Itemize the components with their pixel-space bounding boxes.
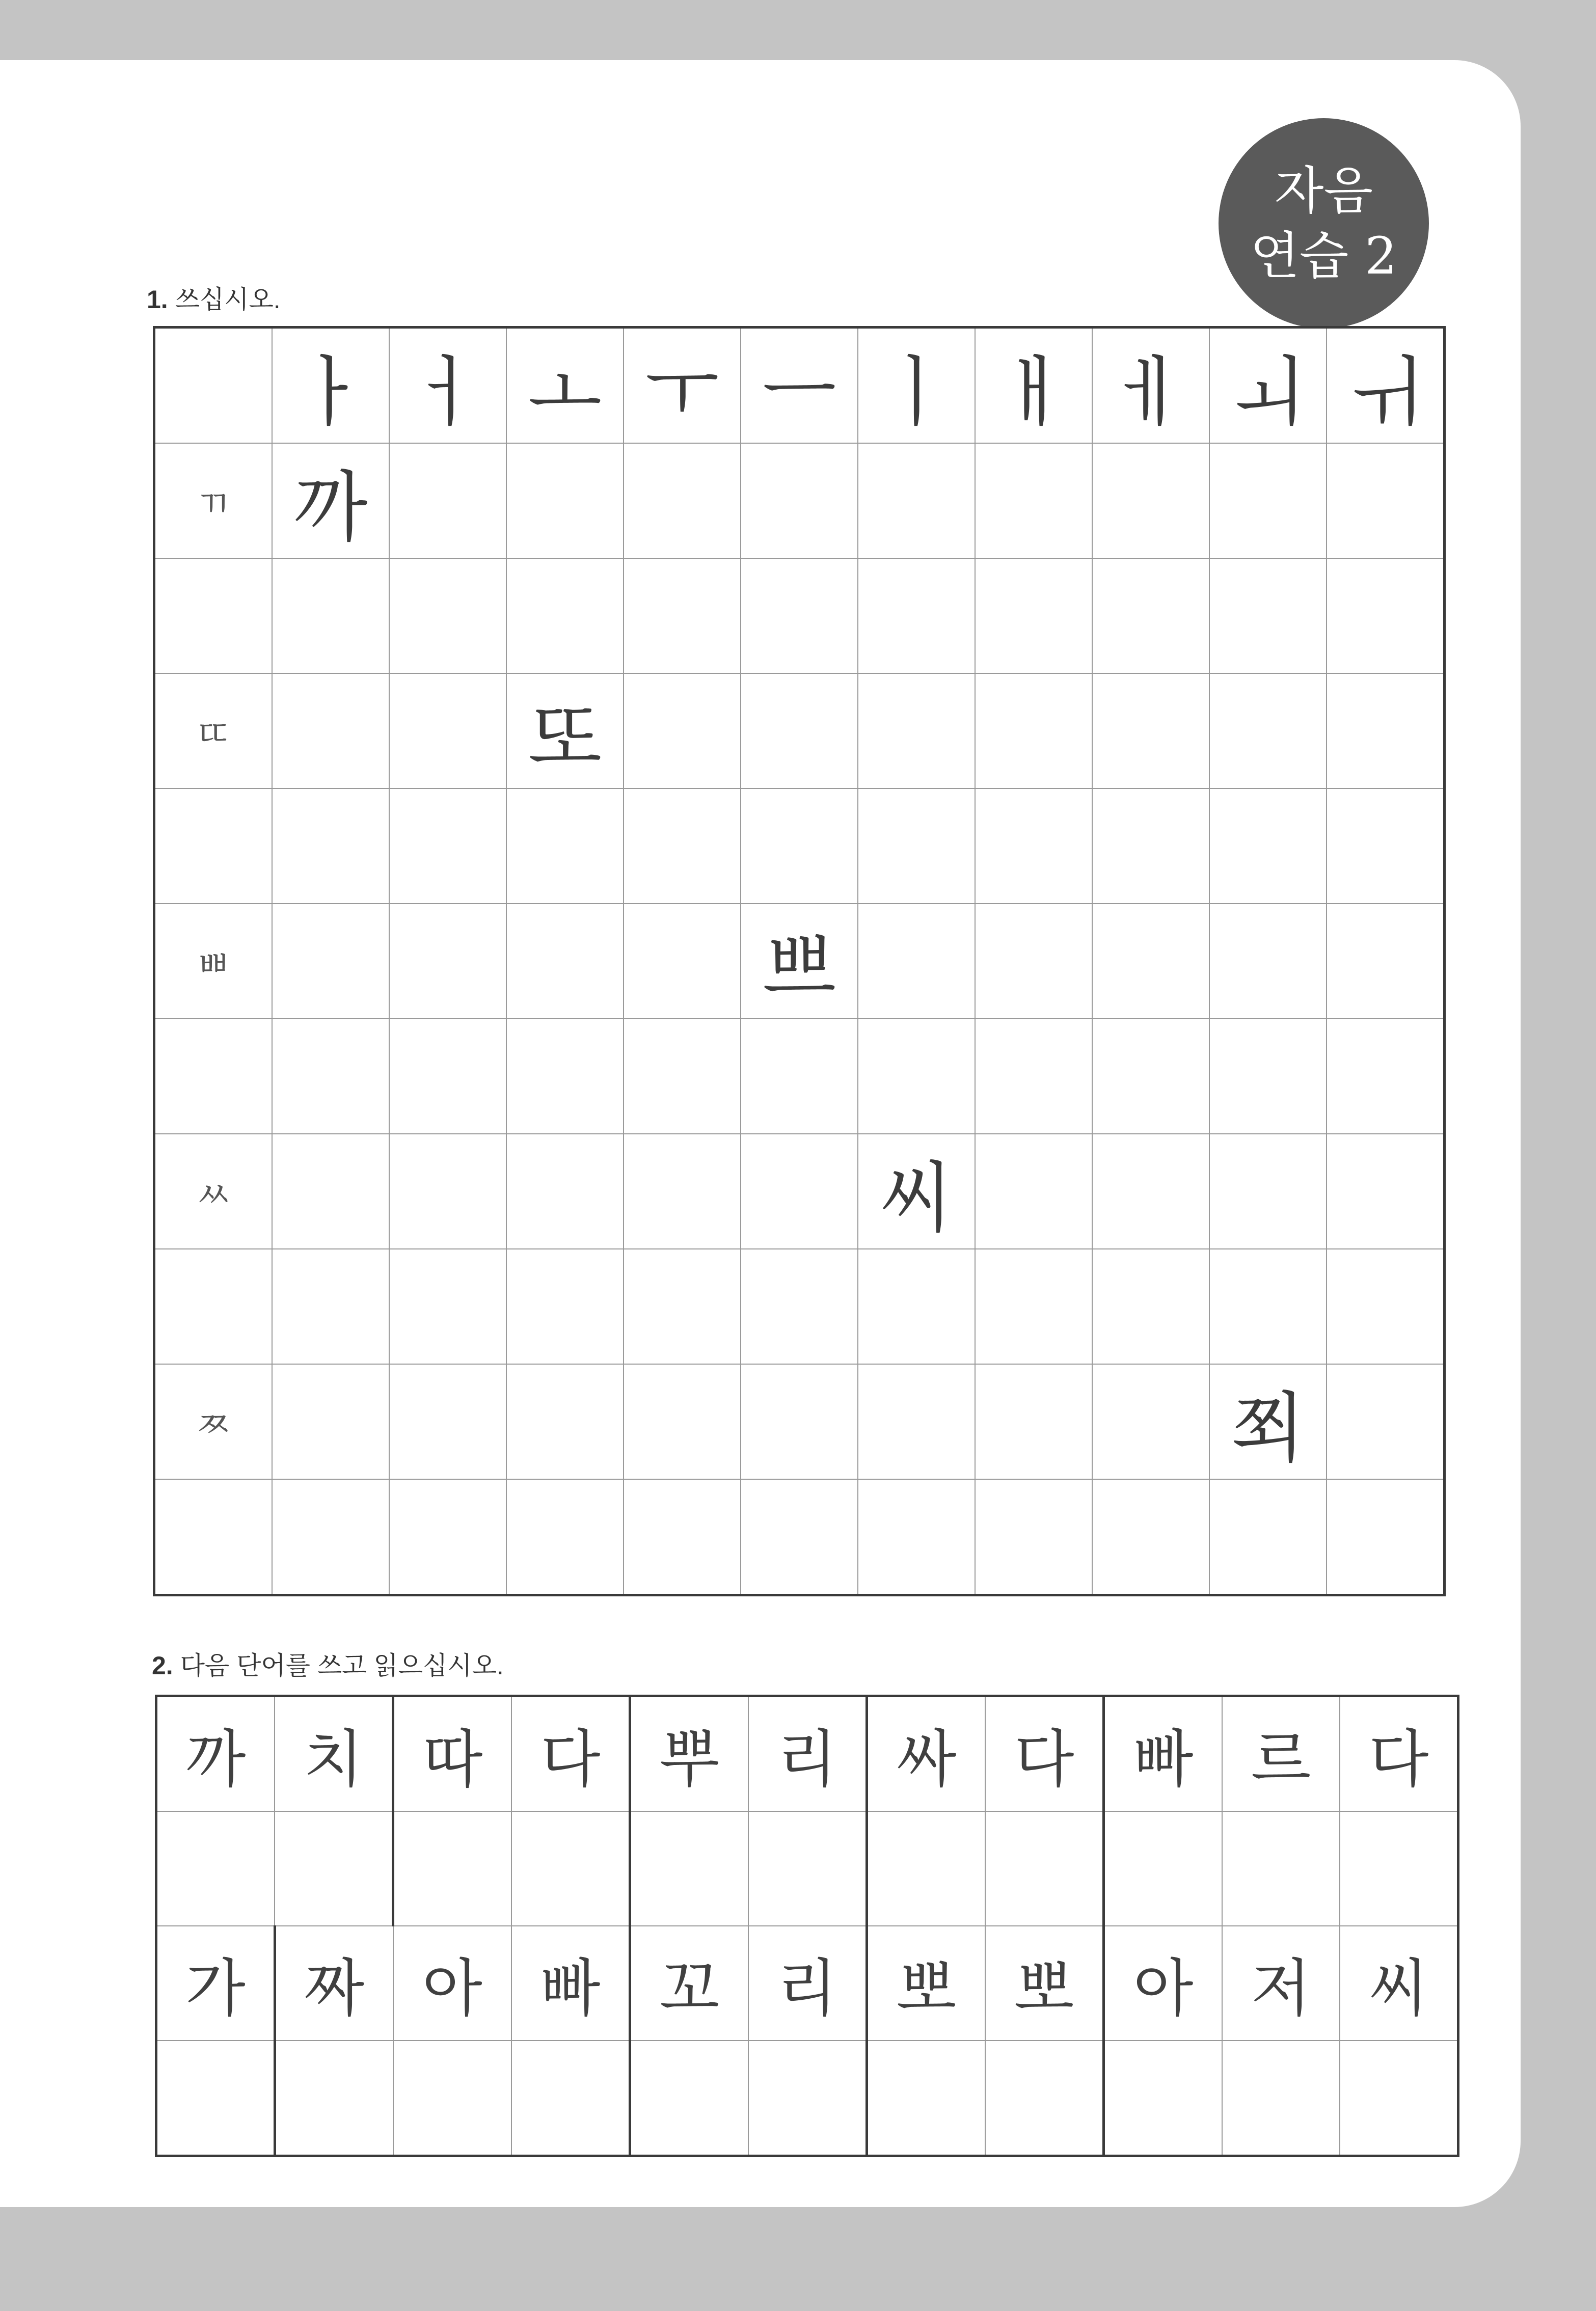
- writing-cell[interactable]: [624, 1134, 741, 1249]
- writing-cell[interactable]: [1209, 904, 1327, 1019]
- word-practice-grid: [155, 1695, 1459, 2157]
- writing-cell[interactable]: [1104, 1811, 1223, 1926]
- writing-cell[interactable]: [975, 1019, 1092, 1134]
- writing-cell[interactable]: [858, 443, 975, 558]
- exercise-2-number: 2.: [152, 1651, 173, 1680]
- exercise-1-number: 1.: [147, 285, 168, 314]
- exercise-1-text: 쓰십시오.: [175, 285, 281, 314]
- writing-cell[interactable]: [1209, 673, 1327, 789]
- example-syllable: 씨: [858, 1134, 975, 1249]
- consonant-row: [154, 1134, 1445, 1249]
- writing-cell[interactable]: [1327, 673, 1445, 789]
- writing-cell[interactable]: [1209, 1134, 1327, 1249]
- writing-cell[interactable]: [1092, 904, 1209, 1019]
- writing-cell[interactable]: [858, 904, 975, 1019]
- writing-cell[interactable]: [975, 1479, 1092, 1595]
- writing-cell[interactable]: [985, 1811, 1104, 1926]
- practice-row: [154, 558, 1445, 673]
- vowel-header-cell: ㅐ: [975, 328, 1092, 444]
- word-syllable: 치: [275, 1696, 393, 1812]
- writing-cell[interactable]: [858, 1479, 975, 1595]
- writing-cell[interactable]: [506, 443, 624, 558]
- writing-cell[interactable]: [1104, 2041, 1223, 2156]
- word-syllable: 빠: [1104, 1696, 1223, 1812]
- vowel-header-cell: ㅓ: [389, 328, 506, 444]
- word-syllable: 짜: [275, 1926, 393, 2041]
- writing-cell[interactable]: [1222, 2041, 1340, 2156]
- writing-cell[interactable]: [272, 904, 389, 1019]
- writing-cell[interactable]: [272, 1479, 389, 1595]
- writing-cell[interactable]: [1327, 558, 1445, 673]
- writing-cell[interactable]: [1092, 1364, 1209, 1479]
- word-syllable: 싸: [867, 1696, 986, 1812]
- writing-cell[interactable]: [867, 2041, 986, 2156]
- writing-cell[interactable]: [272, 1249, 389, 1364]
- writing-cell[interactable]: [1209, 1249, 1327, 1364]
- writing-cell[interactable]: [624, 558, 741, 673]
- writing-cell[interactable]: [867, 1811, 986, 1926]
- writing-cell[interactable]: [1327, 1019, 1445, 1134]
- badge-line-2: 연습 2: [1250, 226, 1397, 286]
- writing-cell[interactable]: [1092, 789, 1209, 904]
- exercise-2-instruction: [152, 1650, 504, 1681]
- writing-cell[interactable]: [1092, 673, 1209, 789]
- writing-cell[interactable]: [393, 1811, 512, 1926]
- writing-cell[interactable]: [393, 2041, 512, 2156]
- writing-cell[interactable]: [858, 673, 975, 789]
- writing-cell[interactable]: [858, 1019, 975, 1134]
- writing-cell[interactable]: [624, 1249, 741, 1364]
- writing-cell[interactable]: [1327, 1134, 1445, 1249]
- vowel-header-cell: ㅏ: [272, 328, 389, 444]
- vowel-header-cell: ㅡ: [741, 328, 858, 444]
- writing-cell[interactable]: [506, 904, 624, 1019]
- word-syllable: 다: [985, 1696, 1104, 1812]
- writing-cell[interactable]: [506, 558, 624, 673]
- writing-cell[interactable]: [858, 1364, 975, 1479]
- writing-cell[interactable]: [389, 558, 506, 673]
- word-syllable: 다: [1340, 1696, 1458, 1812]
- writing-cell[interactable]: [741, 1019, 858, 1134]
- writing-cell[interactable]: [156, 2041, 275, 2156]
- word-syllable: 리: [748, 1926, 867, 2041]
- word-syllable: 꼬: [630, 1926, 749, 2041]
- writing-cell[interactable]: [975, 558, 1092, 673]
- writing-cell[interactable]: [1209, 1479, 1327, 1595]
- word-syllable: 따: [393, 1696, 512, 1812]
- writing-cell[interactable]: [389, 673, 506, 789]
- consonant-row: [154, 904, 1445, 1019]
- writing-cell[interactable]: [975, 904, 1092, 1019]
- example-syllable: 쬐: [1209, 1364, 1327, 1479]
- writing-cell[interactable]: [506, 1019, 624, 1134]
- example-syllable: 까: [272, 443, 389, 558]
- writing-cell[interactable]: [1327, 1249, 1445, 1364]
- writing-cell[interactable]: [1092, 1479, 1209, 1595]
- word-syllable: 다: [511, 1696, 630, 1812]
- writing-cell[interactable]: [1222, 1811, 1340, 1926]
- writing-cell[interactable]: [389, 1019, 506, 1134]
- writing-cell[interactable]: [272, 673, 389, 789]
- writing-cell[interactable]: [506, 1134, 624, 1249]
- consonant-label: ㄲ: [154, 443, 273, 558]
- writing-cell[interactable]: [506, 1364, 624, 1479]
- word-syllable: 리: [748, 1696, 867, 1812]
- writing-cell[interactable]: [748, 1811, 867, 1926]
- writing-cell[interactable]: [624, 789, 741, 904]
- writing-cell[interactable]: [741, 1134, 858, 1249]
- practice-row: [154, 789, 1445, 904]
- consonant-practice-grid: [153, 326, 1446, 1596]
- writing-cell[interactable]: [1209, 558, 1327, 673]
- writing-cell[interactable]: [506, 1479, 624, 1595]
- writing-cell[interactable]: [1092, 1134, 1209, 1249]
- writing-cell[interactable]: [1209, 443, 1327, 558]
- blank-label-cell: [154, 558, 273, 673]
- writing-cell[interactable]: [272, 789, 389, 904]
- blank-label-cell: [154, 789, 273, 904]
- writing-cell[interactable]: [1092, 1019, 1209, 1134]
- consonant-row: [154, 1364, 1445, 1479]
- writing-cell[interactable]: [1327, 443, 1445, 558]
- consonant-label: ㄸ: [154, 673, 273, 789]
- writing-cell[interactable]: [985, 2041, 1104, 2156]
- word-syllable: 가: [156, 1926, 275, 2041]
- writing-cell[interactable]: [624, 1364, 741, 1479]
- writing-cell[interactable]: [741, 673, 858, 789]
- vowel-header-cell: ㅣ: [858, 328, 975, 444]
- practice-row: [154, 1019, 1445, 1134]
- vowel-header-cell: ㅟ: [1327, 328, 1445, 444]
- vowel-header-cell: ㅜ: [624, 328, 741, 444]
- writing-cell[interactable]: [389, 1479, 506, 1595]
- writing-cell[interactable]: [975, 673, 1092, 789]
- writing-cell[interactable]: [975, 789, 1092, 904]
- writing-cell[interactable]: [1340, 1811, 1458, 1926]
- practice-row: [154, 1249, 1445, 1364]
- word-row: [156, 1696, 1458, 1812]
- section-badge: [1219, 118, 1429, 329]
- writing-cell[interactable]: [1092, 443, 1209, 558]
- corner-cell: [154, 328, 273, 444]
- blank-label-cell: [154, 1019, 273, 1134]
- writing-cell[interactable]: [511, 2041, 630, 2156]
- writing-cell[interactable]: [506, 1249, 624, 1364]
- vowel-header-cell: ㅔ: [1092, 328, 1209, 444]
- writing-cell[interactable]: [1327, 789, 1445, 904]
- writing-cell[interactable]: [511, 1811, 630, 1926]
- writing-cell[interactable]: [1327, 904, 1445, 1019]
- writing-cell[interactable]: [630, 1811, 749, 1926]
- vowel-header-cell: ㅚ: [1209, 328, 1327, 444]
- word-practice-row: [156, 2041, 1458, 2156]
- writing-cell[interactable]: [389, 904, 506, 1019]
- practice-row: [154, 1479, 1445, 1595]
- writing-cell[interactable]: [741, 1364, 858, 1479]
- writing-cell[interactable]: [1092, 1249, 1209, 1364]
- consonant-row: [154, 443, 1445, 558]
- writing-cell[interactable]: [975, 443, 1092, 558]
- writing-cell[interactable]: [1340, 2041, 1458, 2156]
- example-syllable: 또: [506, 673, 624, 789]
- writing-cell[interactable]: [1327, 1479, 1445, 1595]
- writing-cell[interactable]: [741, 1479, 858, 1595]
- exercise-1-instruction: [147, 284, 281, 315]
- writing-cell[interactable]: [858, 1249, 975, 1364]
- word-syllable: 뽀: [985, 1926, 1104, 2041]
- word-syllable: 뿌: [630, 1696, 749, 1812]
- consonant-label: ㅉ: [154, 1364, 273, 1479]
- writing-cell[interactable]: [741, 443, 858, 558]
- writing-cell[interactable]: [272, 1134, 389, 1249]
- word-syllable: 저: [1222, 1926, 1340, 2041]
- writing-cell[interactable]: [389, 1134, 506, 1249]
- word-row: [156, 1926, 1458, 2041]
- writing-cell[interactable]: [389, 789, 506, 904]
- writing-cell[interactable]: [630, 2041, 749, 2156]
- writing-cell[interactable]: [272, 558, 389, 673]
- writing-cell[interactable]: [272, 1019, 389, 1134]
- vowel-header-cell: ㅗ: [506, 328, 624, 444]
- writing-cell[interactable]: [275, 2041, 393, 2156]
- word-syllable: 씨: [1340, 1926, 1458, 2041]
- writing-cell[interactable]: [624, 904, 741, 1019]
- badge-line-1: 자음: [1274, 160, 1373, 221]
- writing-cell[interactable]: [389, 1364, 506, 1479]
- writing-cell[interactable]: [624, 673, 741, 789]
- writing-cell[interactable]: [1327, 1364, 1445, 1479]
- writing-cell[interactable]: [272, 1364, 389, 1479]
- writing-cell[interactable]: [389, 1249, 506, 1364]
- consonant-label: ㅃ: [154, 904, 273, 1019]
- writing-cell[interactable]: [975, 1249, 1092, 1364]
- exercise-2-text: 다음 단어를 쓰고 읽으십시오.: [180, 1651, 504, 1680]
- word-syllable: 빠: [511, 1926, 630, 2041]
- writing-cell[interactable]: [389, 443, 506, 558]
- writing-cell[interactable]: [858, 789, 975, 904]
- writing-cell[interactable]: [741, 1249, 858, 1364]
- writing-cell[interactable]: [275, 1811, 393, 1926]
- writing-cell[interactable]: [1209, 1019, 1327, 1134]
- example-syllable: 쁘: [741, 904, 858, 1019]
- writing-cell[interactable]: [624, 1479, 741, 1595]
- vowel-header-row: [154, 328, 1445, 444]
- writing-cell[interactable]: [1209, 789, 1327, 904]
- blank-label-cell: [154, 1249, 273, 1364]
- word-syllable: 뽀: [867, 1926, 986, 2041]
- writing-cell[interactable]: [506, 789, 624, 904]
- writing-cell[interactable]: [858, 558, 975, 673]
- writing-cell[interactable]: [624, 1019, 741, 1134]
- writing-cell[interactable]: [741, 558, 858, 673]
- writing-cell[interactable]: [741, 789, 858, 904]
- writing-cell[interactable]: [748, 2041, 867, 2156]
- word-syllable: 르: [1222, 1696, 1340, 1812]
- writing-cell[interactable]: [624, 443, 741, 558]
- writing-cell[interactable]: [156, 1811, 275, 1926]
- writing-cell[interactable]: [1092, 558, 1209, 673]
- word-syllable: 까: [156, 1696, 275, 1812]
- word-practice-row: [156, 1811, 1458, 1926]
- writing-cell[interactable]: [975, 1364, 1092, 1479]
- blank-label-cell: [154, 1479, 273, 1595]
- word-syllable: 아: [1104, 1926, 1223, 2041]
- consonant-row: [154, 673, 1445, 789]
- word-syllable: 아: [393, 1926, 512, 2041]
- consonant-label: ㅆ: [154, 1134, 273, 1249]
- writing-cell[interactable]: [975, 1134, 1092, 1249]
